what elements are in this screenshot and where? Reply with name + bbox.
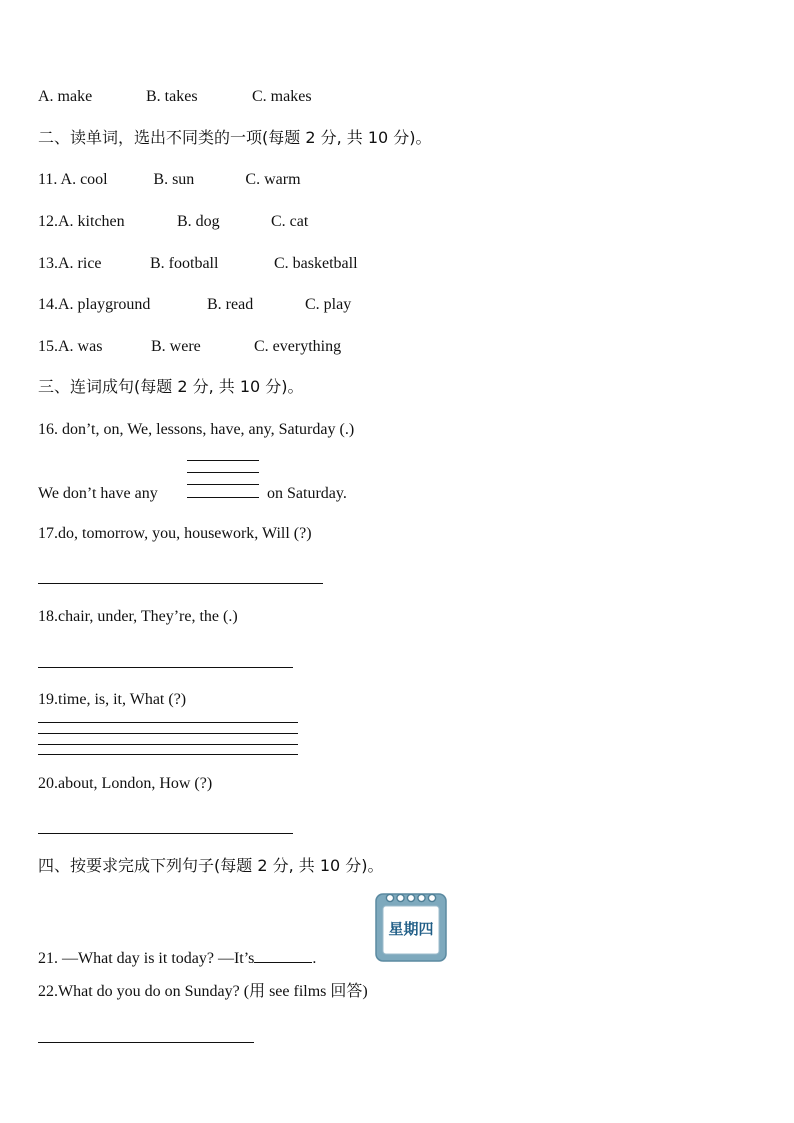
section-2-heading: 二、读单词，选出不同类的一项(每题 2 分, 共 10 分)。 [38, 128, 432, 147]
question-number: 22 [38, 983, 54, 1000]
question-number: 18 [38, 608, 54, 625]
calendar-graphic [375, 890, 447, 962]
question-16 [38, 420, 354, 440]
answer-line[interactable] [38, 744, 298, 745]
option-a: .A. rice [54, 255, 102, 272]
question-14 [38, 295, 351, 315]
question-number: 20 [38, 775, 54, 792]
question-number: 11 [38, 171, 54, 188]
answer-blank[interactable] [254, 948, 312, 963]
question-15 [38, 337, 341, 357]
section-4-heading: 四、按要求完成下列句子(每题 2 分, 共 10 分)。 [38, 856, 384, 875]
option-b: B. sun [153, 171, 195, 188]
question-number: 16 [38, 421, 54, 438]
question-end: . [312, 950, 317, 967]
question-prompt: .time, is, it, What (?) [54, 691, 187, 708]
answer-line[interactable] [38, 722, 298, 723]
option-b: B. football [150, 255, 219, 272]
question-11 [38, 170, 301, 190]
question-number: 19 [38, 691, 54, 708]
question-17 [38, 524, 312, 544]
answer-end: on Saturday. [267, 485, 347, 502]
question-number: 15 [38, 338, 54, 355]
question-number: 13 [38, 255, 54, 272]
answer-line[interactable] [38, 833, 293, 834]
question-prompt: .chair, under, They’re, the (.) [54, 608, 238, 625]
answer-line[interactable] [187, 472, 259, 473]
option-c: C. warm [245, 171, 301, 188]
question-21 [38, 948, 316, 969]
option-a: . A. cool [53, 171, 108, 188]
question-13 [38, 254, 358, 274]
question-prompt: .do, tomorrow, you, housework, Will (?) [54, 525, 312, 542]
option-b: B. were [151, 338, 201, 355]
question-16-answer [38, 483, 347, 504]
answer-line[interactable] [38, 1042, 254, 1043]
option-c: C. cat [271, 213, 309, 230]
q10-option-a: A. make [38, 88, 93, 105]
answer-line[interactable] [38, 733, 298, 734]
option-b: B. read [207, 296, 254, 313]
option-c: C. play [305, 296, 352, 313]
q10-option-c: C. makes [252, 88, 312, 105]
calendar-label: 星期四 [388, 920, 434, 938]
answer-line[interactable] [38, 667, 293, 668]
calendar-icon [375, 890, 447, 962]
question-prompt: . don’t, on, We, lessons, have, any, Saturday (.) [54, 421, 355, 438]
question-number: 21 [38, 950, 54, 967]
question-number: 12 [38, 213, 54, 230]
question-prompt: . —What day is it today? —It’s [54, 950, 255, 967]
question-number: 14 [38, 296, 54, 313]
q10-option-b: B. takes [146, 88, 198, 105]
question-22 [38, 982, 368, 1002]
question-18 [38, 607, 238, 627]
question-12 [38, 212, 308, 232]
answer-start: We don’t have any [38, 485, 158, 502]
question-19 [38, 690, 186, 710]
option-c: C. basketball [274, 255, 358, 272]
option-c: C. everything [254, 338, 342, 355]
question-prompt: .about, London, How (?) [54, 775, 213, 792]
answer-blank[interactable] [187, 483, 259, 498]
option-a: .A. kitchen [54, 213, 125, 230]
option-a: .A. was [54, 338, 103, 355]
section-3-heading: 三、连词成句(每题 2 分, 共 10 分)。 [38, 377, 304, 396]
answer-line[interactable] [38, 583, 323, 584]
answer-line[interactable] [187, 460, 259, 461]
q10-options [38, 87, 312, 107]
question-prompt: .What do you do on Sunday? (用 see films 回答) [54, 983, 368, 1000]
option-b: B. dog [177, 213, 220, 230]
answer-line[interactable] [38, 754, 298, 755]
option-a: .A. playground [54, 296, 151, 313]
question-number: 17 [38, 525, 54, 542]
question-20 [38, 774, 212, 794]
